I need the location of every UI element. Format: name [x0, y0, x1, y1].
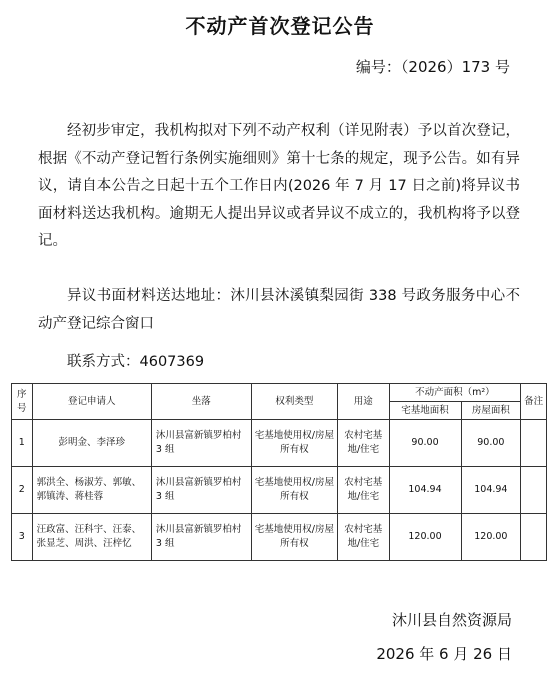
cell-right-type: 宅基地使用权/房屋所有权 — [251, 467, 337, 514]
header-area-group: 不动产面积（m²） — [389, 384, 521, 402]
header-applicant: 登记申请人 — [32, 384, 151, 420]
document-number: 编号：（2026）173 号 — [355, 58, 510, 76]
header-right-type: 权利类型 — [251, 384, 337, 420]
header-location: 坐落 — [151, 384, 251, 420]
header-remark: 备注 — [521, 384, 547, 420]
cell-location: 沐川县富新镇罗柏村 3 组 — [151, 514, 251, 561]
cell-right-type: 宅基地使用权/房屋所有权 — [251, 420, 337, 467]
contact-line: 联系方式：4607369 — [67, 354, 205, 370]
cell-usage: 农村宅基地/住宅 — [338, 514, 389, 561]
header-land-area: 宅基地面积 — [389, 402, 461, 420]
cell-remark — [521, 420, 547, 467]
cell-location: 沐川县富新镇罗柏村 3 组 — [151, 467, 251, 514]
cell-land-area: 104.94 — [389, 467, 461, 514]
cell-house-area: 90.00 — [461, 420, 521, 467]
notice-paragraph-main: 经初步审定，我机构拟对下列不动产权利（详见附表）予以首次登记，根据《不动产登记暂行条例实施细则》第十七条的规定，现予公告。如有异议，请自本公告之日起十五个工作日内(2026 年 7 月 17 日之前)将异议书面材料送达我机构。逾期无人提出异议或者异议不成立的，我机构将予以登记。 — [38, 123, 520, 249]
issue-date: 2026 年 6 月 26 日 — [376, 645, 512, 663]
cell-applicant: 汪政富、汪科宇、汪泰、张显芝、周洪、汪梓忆 — [32, 514, 151, 561]
cell-usage: 农村宅基地/住宅 — [338, 420, 389, 467]
cell-seq: 2 — [12, 467, 33, 514]
objection-address-paragraph: 异议书面材料送达地址：沐川县沐溪镇梨园街 338 号政务服务中心不动产登记综合窗口 — [38, 288, 520, 332]
notice-title: 不动产首次登记公告 — [185, 14, 375, 38]
cell-applicant: 彭明金、李泽珍 — [32, 420, 151, 467]
table-row — [12, 514, 547, 561]
table-row — [12, 420, 547, 467]
cell-right-type: 宅基地使用权/房屋所有权 — [251, 514, 337, 561]
cell-usage: 农村宅基地/住宅 — [338, 467, 389, 514]
header-usage: 用途 — [338, 384, 389, 420]
cell-location: 沐川县富新镇罗柏村 3 组 — [151, 420, 251, 467]
cell-land-area: 120.00 — [389, 514, 461, 561]
header-seq: 序号 — [12, 384, 33, 420]
cell-applicant: 郭洪全、杨淑芳、郭敏、郭镇涛、蒋桂蓉 — [32, 467, 151, 514]
cell-house-area: 104.94 — [461, 467, 521, 514]
issuing-organization: 沐川县自然资源局 — [391, 611, 512, 629]
cell-seq: 3 — [12, 514, 33, 561]
cell-remark — [521, 514, 547, 561]
cell-seq: 1 — [12, 420, 33, 467]
table-row — [12, 467, 547, 514]
cell-remark — [521, 467, 547, 514]
header-house-area: 房屋面积 — [461, 402, 521, 420]
cell-land-area: 90.00 — [389, 420, 461, 467]
registration-table — [11, 383, 547, 561]
cell-house-area: 120.00 — [461, 514, 521, 561]
